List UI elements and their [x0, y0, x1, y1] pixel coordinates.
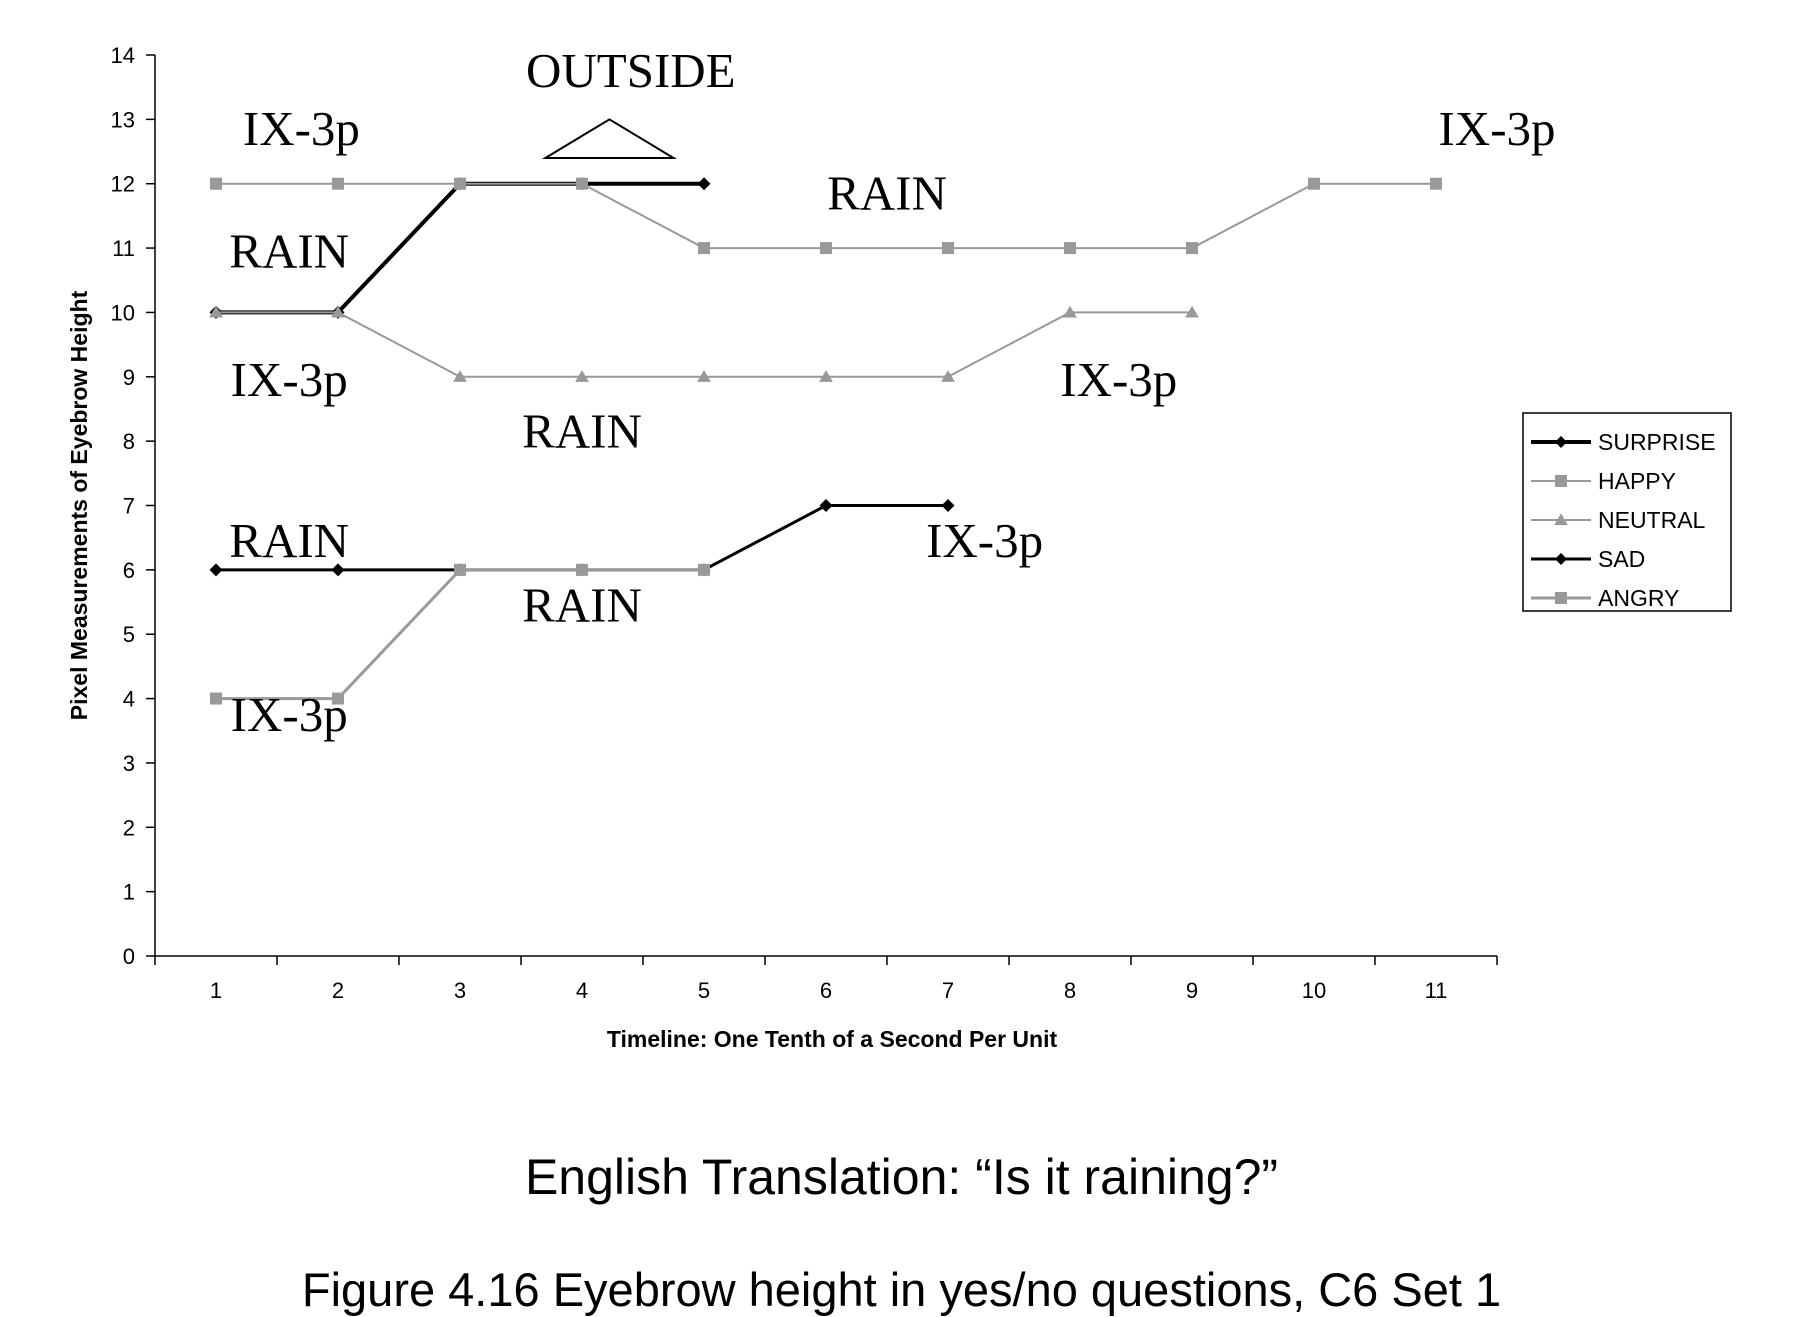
y-tick-label: 0	[122, 944, 135, 969]
data-point-angry	[210, 693, 222, 705]
y-tick-label: 9	[122, 364, 135, 390]
x-tick-label: 1	[209, 978, 223, 1003]
y-tick-label: 5	[122, 622, 135, 648]
series-line-happy	[216, 184, 1436, 248]
gloss-label: IX-3p	[926, 512, 1044, 568]
x-tick-label: 6	[819, 978, 833, 1003]
data-point-happy	[1064, 242, 1076, 254]
data-point-sad	[820, 499, 833, 512]
legend	[1523, 413, 1731, 611]
annotation-layer	[229, 43, 1555, 742]
y-axis-title: Pixel Measurements of Eyebrow Height	[66, 290, 92, 721]
series-line-neutral	[216, 312, 1192, 376]
data-point-happy	[454, 178, 466, 190]
legend-label-happy: HAPPY	[1598, 468, 1676, 494]
gloss-label: RAIN	[229, 223, 350, 279]
gloss-label: IX-3p	[1438, 101, 1556, 157]
data-point-angry	[454, 564, 466, 576]
series-neutral	[209, 306, 1199, 382]
y-tick-label: 12	[110, 171, 135, 197]
x-tick-label: 9	[1185, 978, 1199, 1003]
x-tick-label: 8	[1063, 978, 1077, 1003]
legend-label-sad: SAD	[1598, 546, 1646, 572]
gloss-label: RAIN	[522, 577, 642, 633]
data-point-angry	[698, 564, 710, 576]
x-tick-label: 4	[575, 978, 589, 1003]
y-tick-label: 11	[112, 236, 135, 262]
data-point-happy	[332, 178, 344, 190]
gloss-label: RAIN	[827, 165, 947, 221]
legend-marker-angry	[1555, 592, 1567, 604]
series-layer	[209, 177, 1442, 704]
x-tick-label: 11	[1424, 978, 1448, 1003]
data-point-happy	[1186, 242, 1198, 254]
data-point-happy	[698, 242, 710, 254]
gloss-label: RAIN	[229, 512, 350, 568]
y-tick-label: 4	[122, 686, 135, 712]
data-point-happy	[210, 178, 222, 190]
y-tick-label: 6	[122, 557, 135, 583]
gloss-label: IX-3p	[1060, 352, 1178, 408]
gloss-label: IX-3p	[230, 352, 348, 408]
data-point-happy	[1430, 178, 1442, 190]
data-point-surprise	[698, 177, 711, 190]
gloss-label: OUTSIDE	[526, 43, 736, 99]
y-tick-label: 8	[122, 429, 135, 455]
data-point-sad	[942, 499, 955, 512]
legend-label-neutral: NEUTRAL	[1598, 507, 1706, 533]
gloss-label: IX-3p	[242, 101, 360, 157]
data-point-happy	[576, 178, 588, 190]
english-translation: English Translation: “Is it raining?”	[524, 1149, 1279, 1205]
gloss-label: IX-3p	[230, 686, 348, 742]
data-point-happy	[820, 242, 832, 254]
figure-caption: Figure 4.16 Eyebrow height in yes/no questions, C6 Set 1	[301, 1263, 1502, 1316]
data-point-sad	[210, 563, 223, 576]
x-tick-label: 7	[941, 978, 955, 1003]
legend-label-surprise: SURPRISE	[1598, 429, 1716, 455]
gloss-label: RAIN	[522, 403, 642, 459]
y-tick-label: 3	[122, 750, 135, 776]
data-point-angry	[576, 564, 588, 576]
y-tick-label: 7	[122, 493, 135, 519]
x-tick-label: 10	[1301, 978, 1327, 1003]
y-tick-label: 10	[110, 300, 135, 326]
data-point-happy	[942, 242, 954, 254]
data-point-happy	[1308, 178, 1320, 190]
x-axis-title: Timeline: One Tenth of a Second Per Unit	[606, 1026, 1058, 1052]
y-tick-label: 13	[110, 107, 135, 133]
x-tick-label: 3	[453, 978, 467, 1003]
x-tick-label: 5	[697, 978, 711, 1003]
y-tick-label: 1	[122, 879, 135, 905]
legend-label-angry: ANGRY	[1598, 585, 1680, 611]
y-tick-label: 14	[110, 43, 135, 68]
series-happy	[210, 178, 1442, 254]
legend-marker-happy	[1555, 475, 1567, 487]
x-tick-label: 2	[331, 978, 345, 1003]
outside-triangle	[545, 119, 673, 158]
y-tick-label: 2	[122, 815, 135, 841]
